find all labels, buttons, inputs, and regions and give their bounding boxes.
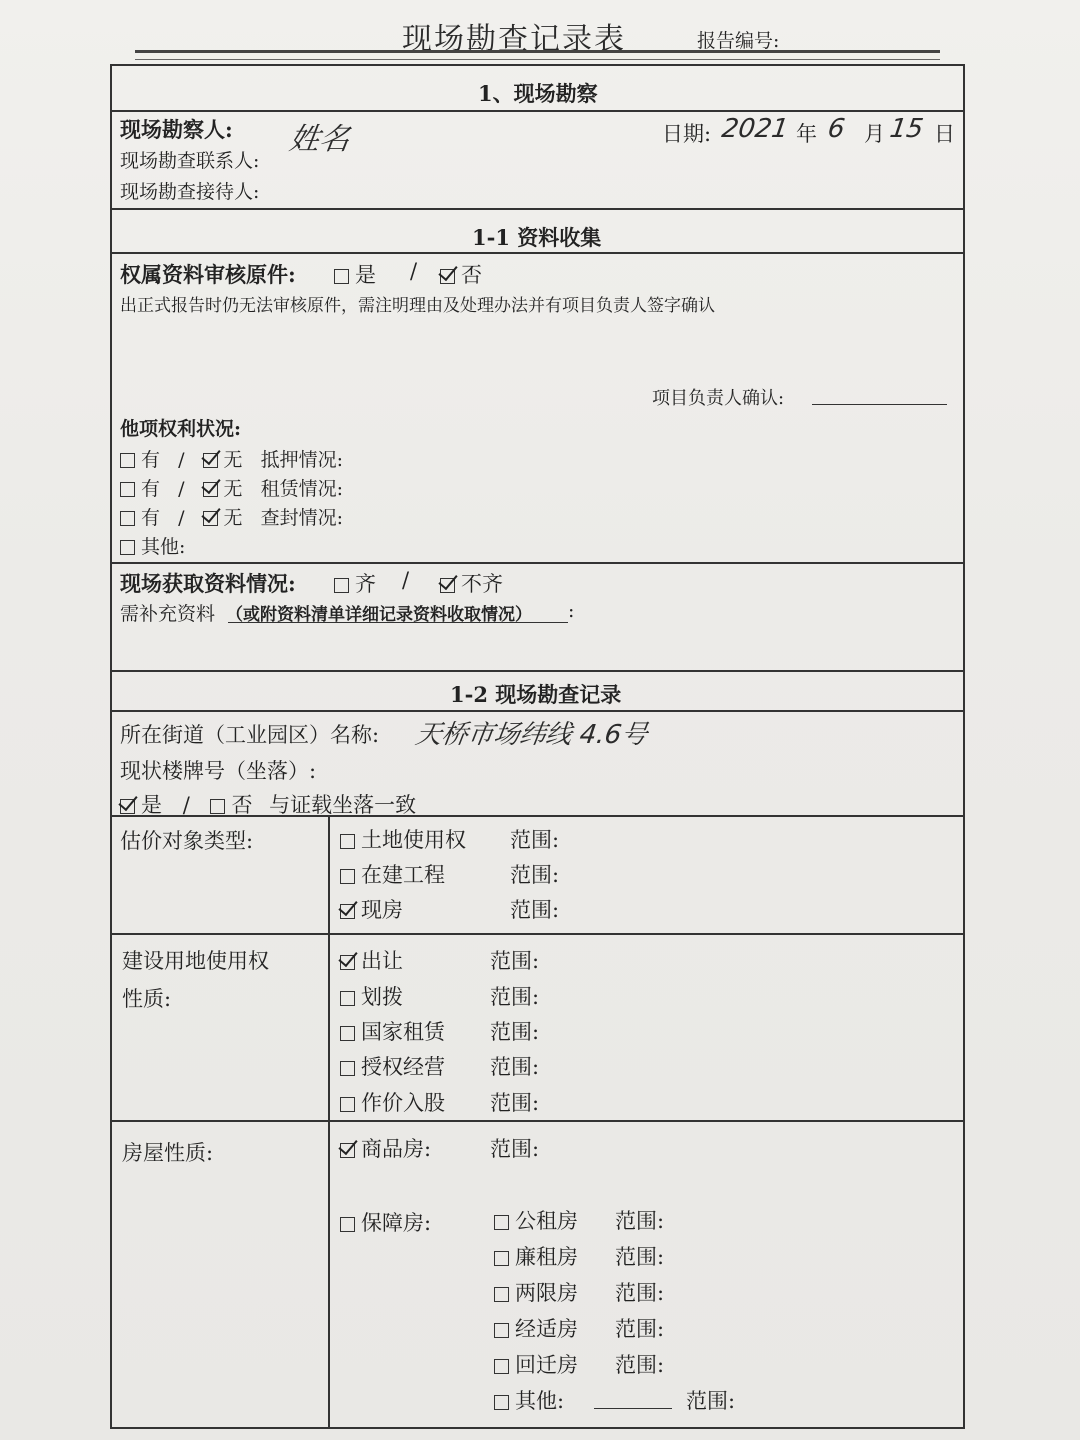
- object-type-label: 估价对象类型:: [120, 829, 254, 853]
- land-use-transfer-scope: 范围:: [490, 949, 540, 973]
- date-label: 日期:: [662, 122, 712, 146]
- checkbox-icon[interactable]: [494, 1287, 509, 1302]
- affordable-low-rent-option[interactable]: 廉租房: [494, 1241, 578, 1271]
- checkbox-icon[interactable]: [340, 1097, 355, 1112]
- affordable-economic-scope: 范围:: [615, 1317, 665, 1341]
- affordable-other-scope: 范围:: [686, 1389, 736, 1413]
- date-day[interactable]: 15: [887, 114, 926, 144]
- affordable-price-limited-scope: 范围:: [615, 1281, 665, 1305]
- divider: [110, 252, 965, 254]
- onsite-data-label: 现场获取资料情况:: [120, 571, 296, 596]
- onsite-complete-option[interactable]: 齐: [334, 568, 376, 598]
- checkbox-icon[interactable]: [340, 991, 355, 1006]
- object-type-construction-scope: 范围:: [510, 863, 560, 887]
- house-affordable-option[interactable]: 保障房:: [340, 1207, 431, 1237]
- ownership-label: 权属资料审核原件:: [120, 262, 296, 287]
- divider: [110, 670, 965, 672]
- ownership-separator: /: [410, 259, 418, 283]
- land-use-allocation-scope: 范围:: [490, 985, 540, 1009]
- land-use-lease-option[interactable]: 国家租赁: [340, 1016, 445, 1046]
- checkbox-icon[interactable]: [494, 1395, 509, 1410]
- checked-checkbox-icon[interactable]: [203, 482, 218, 497]
- divider: [110, 1120, 965, 1122]
- checked-checkbox-icon[interactable]: [440, 578, 455, 593]
- object-type-existing-scope: 范围:: [510, 898, 560, 922]
- rights-row-other: 其他:: [120, 532, 185, 559]
- checkbox-icon[interactable]: [120, 482, 135, 497]
- divider: [110, 208, 965, 210]
- title-rule: [135, 50, 940, 60]
- checkbox-icon[interactable]: [494, 1359, 509, 1374]
- pm-confirm-label: 项目负责人确认:: [652, 388, 785, 409]
- checkbox-icon[interactable]: [210, 799, 225, 814]
- land-use-lease-scope: 范围:: [490, 1020, 540, 1044]
- ownership-no-option[interactable]: 否: [440, 259, 482, 289]
- checkbox-icon[interactable]: [340, 1026, 355, 1041]
- object-type-land-scope: 范围:: [510, 828, 560, 852]
- affordable-public-rental-option[interactable]: 公租房: [494, 1205, 578, 1235]
- checkbox-icon[interactable]: [494, 1215, 509, 1230]
- affordable-public-rental-scope: 范围:: [615, 1209, 665, 1233]
- land-use-equity-option[interactable]: 作价入股: [340, 1087, 445, 1117]
- checkbox-icon[interactable]: [120, 540, 135, 555]
- location-consistency-row: 是 / 否 与证载坐落一致: [120, 789, 416, 819]
- checked-checkbox-icon[interactable]: [203, 511, 218, 526]
- checked-checkbox-icon[interactable]: [203, 453, 218, 468]
- checked-checkbox-icon[interactable]: [340, 1143, 355, 1158]
- pm-signature-line[interactable]: [812, 404, 947, 405]
- checkbox-icon[interactable]: [340, 1061, 355, 1076]
- house-commercial-option[interactable]: 商品房:: [340, 1133, 431, 1163]
- divider: [110, 933, 965, 935]
- checkbox-icon[interactable]: [340, 834, 355, 849]
- checked-checkbox-icon[interactable]: [120, 799, 135, 814]
- affordable-resettlement-scope: 范围:: [615, 1353, 665, 1377]
- rights-row-mortgage: 有 / 无 抵押情况:: [120, 445, 343, 472]
- street-label: 所在街道（工业园区）名称:: [120, 723, 380, 747]
- column-divider: [328, 815, 330, 1427]
- supplement-label: 需补充资料: [120, 603, 216, 625]
- checkbox-icon[interactable]: [334, 269, 349, 284]
- year-label: 年: [796, 122, 817, 146]
- land-use-authorized-scope: 范围:: [490, 1055, 540, 1079]
- checkbox-icon[interactable]: [494, 1251, 509, 1266]
- surveyor-label: 现场勘察人:: [120, 117, 233, 142]
- onsite-incomplete-option[interactable]: 不齐: [440, 568, 503, 598]
- surveyor-signature[interactable]: 姓名: [287, 122, 352, 157]
- affordable-resettlement-option[interactable]: 回迁房: [494, 1349, 578, 1379]
- reception-label: 现场勘查接待人:: [120, 181, 260, 203]
- onsite-separator: /: [402, 568, 410, 592]
- rights-row-lease: 有 / 无 租赁情况:: [120, 474, 343, 501]
- checkbox-icon[interactable]: [340, 869, 355, 884]
- affordable-price-limited-option[interactable]: 两限房: [494, 1277, 578, 1307]
- ownership-yes-option[interactable]: 是: [334, 259, 376, 289]
- street-value[interactable]: 天桥市场纬线 4.6号: [413, 720, 650, 750]
- affordable-low-rent-scope: 范围:: [615, 1245, 665, 1269]
- other-rights-label: 他项权利状况:: [120, 418, 242, 440]
- checkbox-icon[interactable]: [334, 578, 349, 593]
- land-use-authorized-option[interactable]: 授权经营: [340, 1051, 445, 1081]
- affordable-other-blank[interactable]: [594, 1408, 672, 1409]
- date-month[interactable]: 6: [825, 114, 847, 144]
- object-type-construction-option[interactable]: 在建工程: [340, 859, 445, 889]
- divider: [110, 110, 965, 112]
- land-use-equity-scope: 范围:: [490, 1091, 540, 1115]
- section-title-survey: 1、现场勘察: [478, 81, 598, 106]
- supplement-underline: [228, 622, 568, 623]
- checkbox-icon[interactable]: [340, 1217, 355, 1232]
- date-year[interactable]: 2021: [719, 114, 791, 144]
- supplement-note: （或附资料清单详细记录资料收取情况）: [226, 605, 532, 625]
- land-use-allocation-option[interactable]: 划拨: [340, 981, 403, 1011]
- checkbox-icon[interactable]: [120, 453, 135, 468]
- rights-row-seizure: 有 / 无 查封情况:: [120, 503, 343, 530]
- affordable-economic-option[interactable]: 经适房: [494, 1313, 578, 1343]
- ownership-note: 出正式报告时仍无法审核原件，需注明理由及处理办法并有项目负责人签字确认: [120, 296, 715, 316]
- building-number-label: 现状楼牌号（坐落）:: [120, 759, 317, 783]
- checkbox-icon[interactable]: [494, 1323, 509, 1338]
- land-use-label: 建设用地使用权: [122, 949, 269, 973]
- supplement-colon: :: [568, 600, 575, 622]
- land-use-transfer-option[interactable]: 出让: [340, 945, 403, 975]
- checked-checkbox-icon[interactable]: [340, 904, 355, 919]
- house-nature-label: 房屋性质:: [122, 1141, 214, 1165]
- affordable-other-option[interactable]: 其他:: [494, 1385, 564, 1415]
- house-commercial-scope: 范围:: [490, 1137, 540, 1161]
- land-use-label-nature: 性质:: [122, 987, 172, 1011]
- day-label: 日: [934, 122, 955, 146]
- report-number-label: 报告编号:: [697, 30, 780, 52]
- object-type-land-option[interactable]: 土地使用权: [340, 824, 466, 854]
- document-title: 现场勘查记录表: [402, 22, 626, 57]
- contact-label: 现场勘查联系人:: [120, 150, 260, 172]
- divider: [110, 562, 965, 564]
- divider: [110, 710, 965, 712]
- checked-checkbox-icon[interactable]: [340, 955, 355, 970]
- month-label: 月: [864, 122, 885, 146]
- checked-checkbox-icon[interactable]: [440, 269, 455, 284]
- section-title-data-collection: 1-1 资料收集: [472, 225, 602, 250]
- section-title-site-record: 1-2 现场勘查记录: [450, 682, 622, 707]
- checkbox-icon[interactable]: [120, 511, 135, 526]
- object-type-existing-option[interactable]: 现房: [340, 894, 403, 924]
